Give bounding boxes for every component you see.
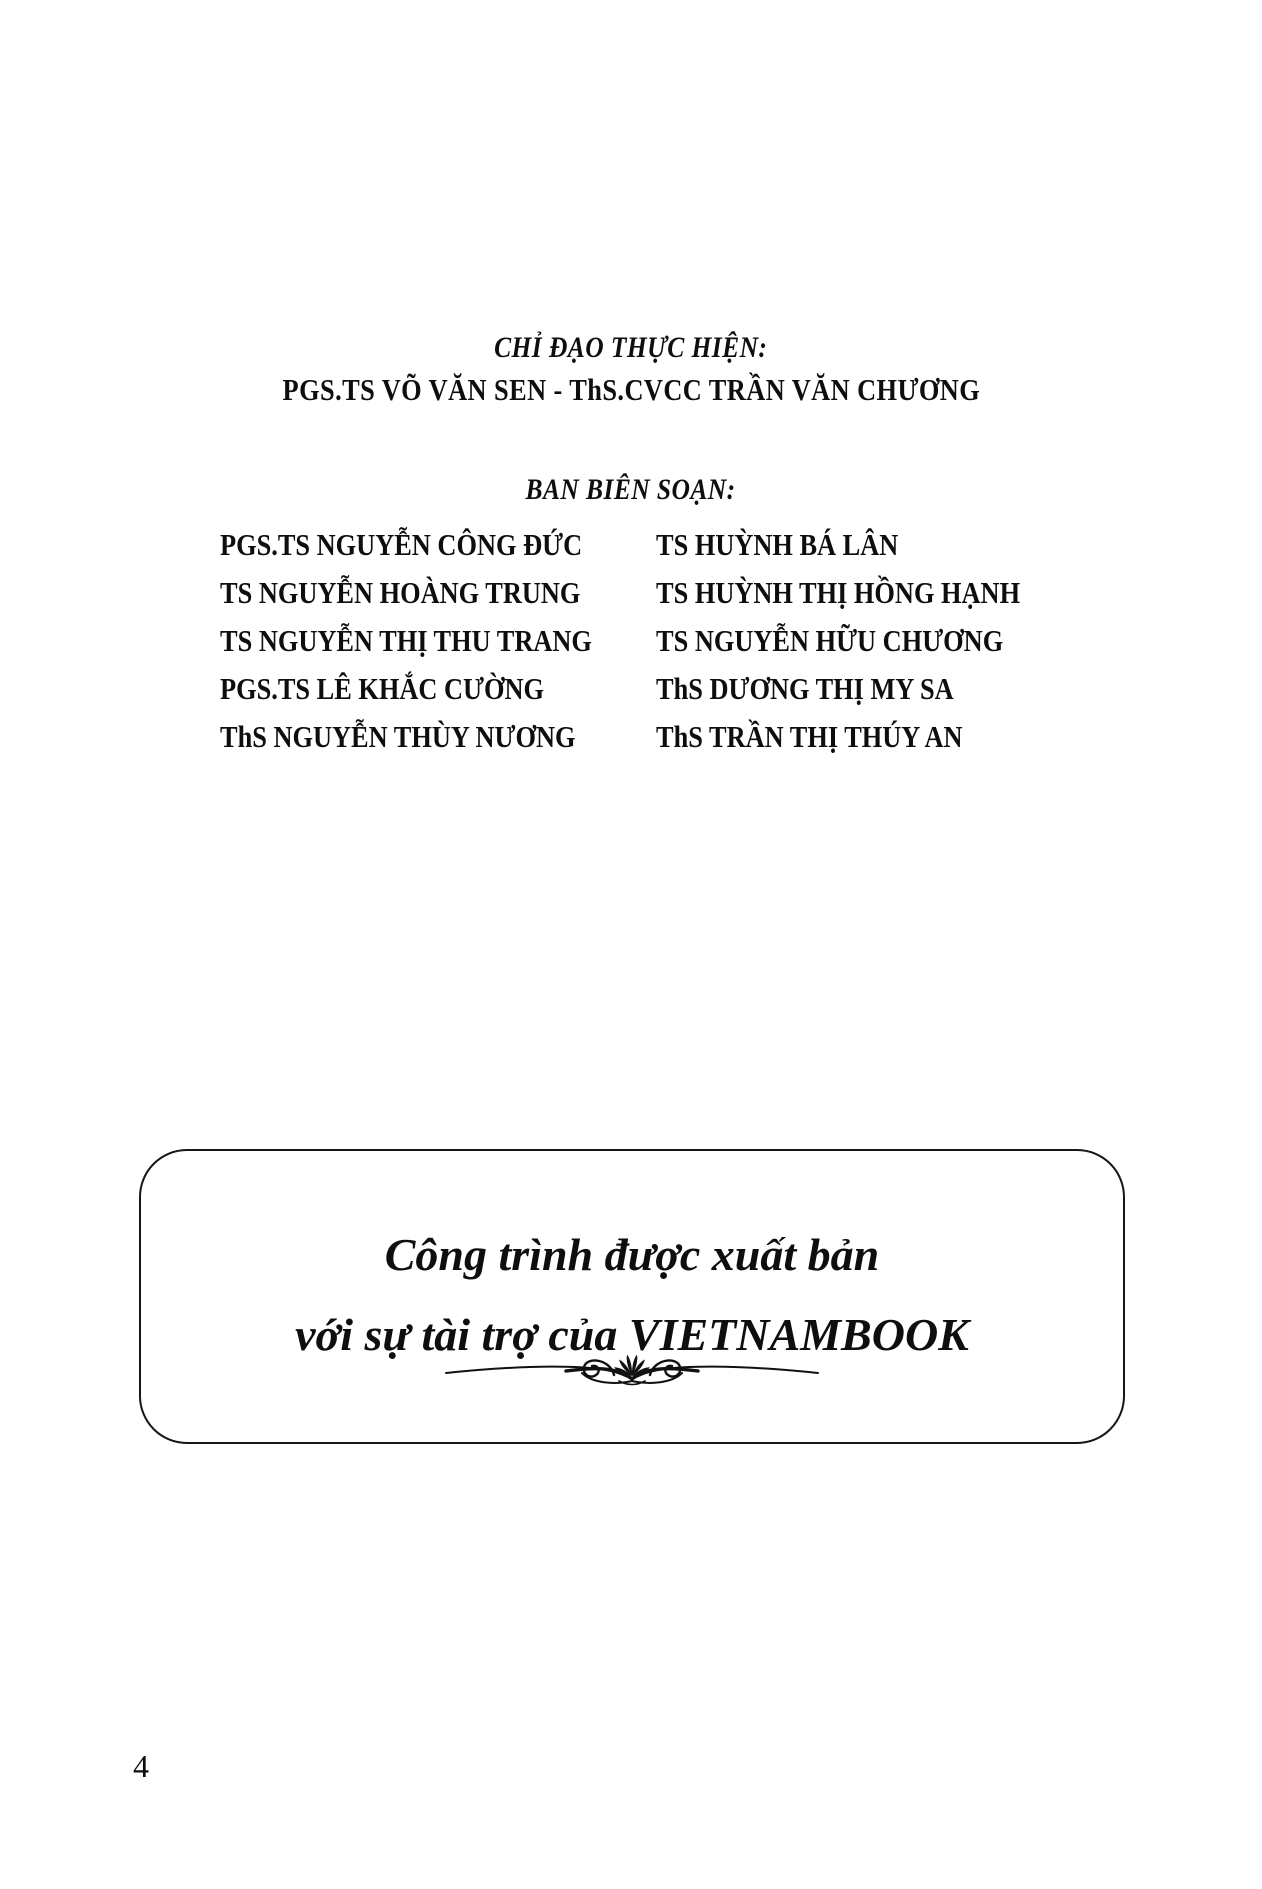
board-member-name: TS HUỲNH THỊ HỒNG HẠNH [656,575,1021,610]
direction-heading [0,331,1262,365]
sponsor-line-2: với sự tài trợ của VIETNAMBOOK [295,1309,969,1360]
flourish-divider-icon [141,1351,1123,1400]
board-member-name: TS NGUYỄN HỮU CHƯƠNG [656,623,1004,658]
board-member-name: TS NGUYỄN HOÀNG TRUNG [220,575,581,610]
direction-names-text: PGS.TS VÕ VĂN SEN - ThS.CVCC TRẦN VĂN CHƯƠNG [282,372,980,407]
board-member-name: TS NGUYỄN THỊ THU TRANG [220,623,592,658]
board-member-name: PGS.TS NGUYỄN CÔNG ĐỨC [220,527,583,562]
board-member-name: ThS TRẦN THỊ THÚY AN [656,719,963,754]
page-number: 4 [133,1748,149,1784]
sponsor-line-1: Công trình được xuất bản [384,1229,880,1280]
direction-names [0,372,1262,408]
board-member-name: PGS.TS LÊ KHẮC CƯỜNG [220,671,545,706]
editorial-board-heading [0,473,1262,507]
board-member-name: ThS NGUYỄN THÙY NƯƠNG [220,719,576,754]
sponsor-box [139,1149,1125,1444]
editorial-board-list [220,521,1084,761]
editorial-board-heading-text: BAN BIÊN SOẠN: [525,473,737,506]
direction-heading-text: CHỈ ĐẠO THỰC HIỆN: [494,331,768,364]
board-member-name: ThS DƯƠNG THỊ MY SA [656,671,954,706]
board-member-name: TS HUỲNH BÁ LÂN [656,527,899,562]
